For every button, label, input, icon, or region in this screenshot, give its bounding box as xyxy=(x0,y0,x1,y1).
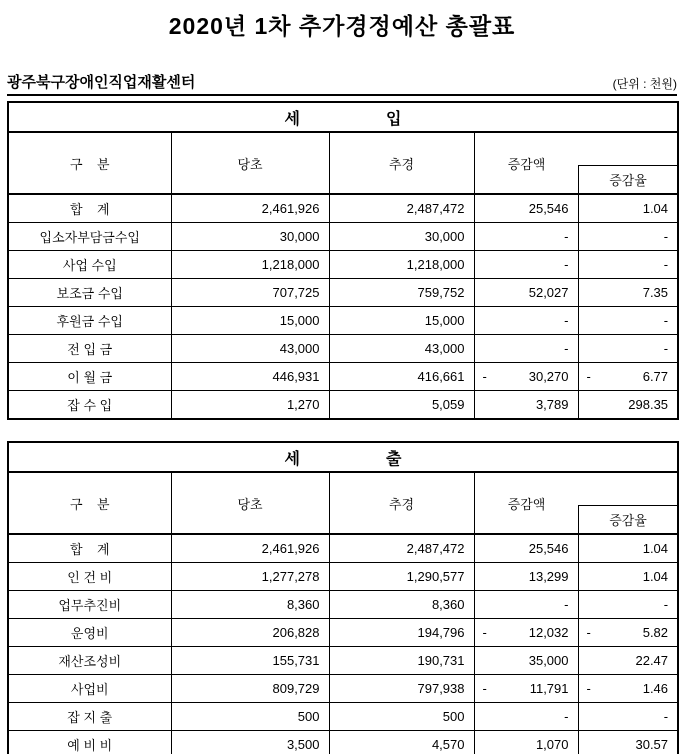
rate-cell: - 5.82 xyxy=(578,619,678,647)
column-header-change: 증감액 xyxy=(507,156,546,172)
organization-name: 광주북구장애인직업재활센터 xyxy=(7,74,196,91)
initial-cell: 206,828 xyxy=(171,619,329,647)
table-row xyxy=(8,363,678,391)
page-title: 2020년 1차 추가경정예산 총괄표 xyxy=(168,13,516,39)
rate-cell: - xyxy=(578,251,678,279)
revenue-table xyxy=(7,101,679,420)
initial-cell: 15,000 xyxy=(171,307,329,335)
column-header-change-group xyxy=(474,472,678,534)
change-cell: 25,546 xyxy=(474,194,578,223)
row-label: 재산조성비 xyxy=(8,647,171,675)
table-row xyxy=(8,307,678,335)
rate-cell: 30.57 xyxy=(578,731,678,754)
column-header-change: 증감액 xyxy=(507,496,546,512)
row-label: 운영비 xyxy=(8,619,171,647)
table-row xyxy=(8,251,678,279)
table-row xyxy=(8,391,678,420)
row-label: 사업비 xyxy=(8,675,171,703)
initial-cell: 500 xyxy=(171,703,329,731)
revised-cell: 416,661 xyxy=(329,363,474,391)
column-header-initial: 당초 xyxy=(171,132,329,194)
revised-cell: 8,360 xyxy=(329,591,474,619)
rate-cell: 298.35 xyxy=(578,391,678,420)
row-label: 합 계 xyxy=(8,194,171,223)
change-cell: - 12,032 xyxy=(474,619,578,647)
row-label: 보조금 수입 xyxy=(8,279,171,307)
section-char: 세 xyxy=(284,110,301,128)
rate-cell: - xyxy=(578,223,678,251)
revised-cell: 43,000 xyxy=(329,335,474,363)
revised-cell: 4,570 xyxy=(329,731,474,754)
rate-cell: - xyxy=(578,307,678,335)
change-cell: 25,546 xyxy=(474,534,578,563)
change-cell: - xyxy=(474,307,578,335)
initial-cell: 1,270 xyxy=(171,391,329,420)
row-label: 합 계 xyxy=(8,534,171,563)
revised-cell: 797,938 xyxy=(329,675,474,703)
revised-cell: 5,059 xyxy=(329,391,474,420)
change-cell: 3,789 xyxy=(474,391,578,420)
change-cell: - xyxy=(474,251,578,279)
rate-cell: - xyxy=(578,591,678,619)
revised-cell: 500 xyxy=(329,703,474,731)
initial-cell: 809,729 xyxy=(171,675,329,703)
initial-cell: 8,360 xyxy=(171,591,329,619)
revised-cell: 1,218,000 xyxy=(329,251,474,279)
change-cell: - xyxy=(474,223,578,251)
table-row xyxy=(8,619,678,647)
rate-cell: 7.35 xyxy=(578,279,678,307)
expenditure-section-title-cell xyxy=(8,442,678,472)
change-cell: 13,299 xyxy=(474,563,578,591)
row-label: 이 월 금 xyxy=(8,363,171,391)
rate-cell: 1.04 xyxy=(578,194,678,223)
change-cell: - 30,270 xyxy=(474,363,578,391)
rate-cell: - 6.77 xyxy=(578,363,678,391)
initial-cell: 446,931 xyxy=(171,363,329,391)
revised-cell: 759,752 xyxy=(329,279,474,307)
table-row xyxy=(8,703,678,731)
initial-cell: 30,000 xyxy=(171,223,329,251)
initial-cell: 1,218,000 xyxy=(171,251,329,279)
revised-cell: 2,487,472 xyxy=(329,194,474,223)
row-label: 전 입 금 xyxy=(8,335,171,363)
row-label: 업무추진비 xyxy=(8,591,171,619)
change-cell: 35,000 xyxy=(474,647,578,675)
row-label: 인 건 비 xyxy=(8,563,171,591)
table-row xyxy=(8,279,678,307)
table-row xyxy=(8,194,678,223)
rate-cell: 1.04 xyxy=(578,534,678,563)
table-row xyxy=(8,731,678,754)
change-cell: - xyxy=(474,703,578,731)
table-row xyxy=(8,591,678,619)
revised-cell: 1,290,577 xyxy=(329,563,474,591)
column-header-initial: 당초 xyxy=(171,472,329,534)
table-row xyxy=(8,675,678,703)
row-label: 입소자부담금수입 xyxy=(8,223,171,251)
initial-cell: 1,277,278 xyxy=(171,563,329,591)
table-row xyxy=(8,223,678,251)
table-row xyxy=(8,563,678,591)
initial-cell: 43,000 xyxy=(171,335,329,363)
row-label: 예 비 비 xyxy=(8,731,171,754)
column-header-revised: 추경 xyxy=(329,472,474,534)
rate-cell: - xyxy=(578,703,678,731)
rate-cell: - xyxy=(578,335,678,363)
change-cell: - xyxy=(474,335,578,363)
change-cell: - 11,791 xyxy=(474,675,578,703)
section-char: 출 xyxy=(386,450,402,468)
revised-cell: 194,796 xyxy=(329,619,474,647)
table-row xyxy=(8,335,678,363)
change-cell: - xyxy=(474,591,578,619)
expenditure-header-row xyxy=(8,472,678,534)
change-cell: 1,070 xyxy=(474,731,578,754)
row-label: 잡 지 출 xyxy=(8,703,171,731)
revenue-header-row xyxy=(8,132,678,194)
table-row xyxy=(8,647,678,675)
subheader-row xyxy=(7,71,677,96)
column-header-revised: 추경 xyxy=(329,132,474,194)
revised-cell: 15,000 xyxy=(329,307,474,335)
initial-cell: 3,500 xyxy=(171,731,329,754)
row-label: 사업 수입 xyxy=(8,251,171,279)
row-label: 잡 수 입 xyxy=(8,391,171,420)
revenue-section-title-cell xyxy=(8,102,678,132)
revised-cell: 2,487,472 xyxy=(329,534,474,563)
initial-cell: 707,725 xyxy=(171,279,329,307)
column-header-change-rate: 증감율 xyxy=(578,505,677,533)
section-char: 입 xyxy=(386,110,402,128)
table-row xyxy=(8,534,678,563)
initial-cell: 2,461,926 xyxy=(171,194,329,223)
column-header-change-rate: 증감율 xyxy=(578,165,677,193)
change-cell: 52,027 xyxy=(474,279,578,307)
row-label: 후원금 수입 xyxy=(8,307,171,335)
unit-label: (단위 : 천원) xyxy=(612,77,677,91)
revised-cell: 190,731 xyxy=(329,647,474,675)
rate-cell: 22.47 xyxy=(578,647,678,675)
column-header-category: 구 분 xyxy=(8,132,171,194)
rate-cell: 1.04 xyxy=(578,563,678,591)
expenditure-section-title-row xyxy=(8,442,678,472)
expenditure-table xyxy=(7,441,679,754)
revenue-section-title-row xyxy=(8,102,678,132)
rate-cell: - 1.46 xyxy=(578,675,678,703)
initial-cell: 155,731 xyxy=(171,647,329,675)
column-header-category: 구 분 xyxy=(8,472,171,534)
column-header-change-group xyxy=(474,132,678,194)
revised-cell: 30,000 xyxy=(329,223,474,251)
initial-cell: 2,461,926 xyxy=(171,534,329,563)
section-char: 세 xyxy=(284,450,301,468)
